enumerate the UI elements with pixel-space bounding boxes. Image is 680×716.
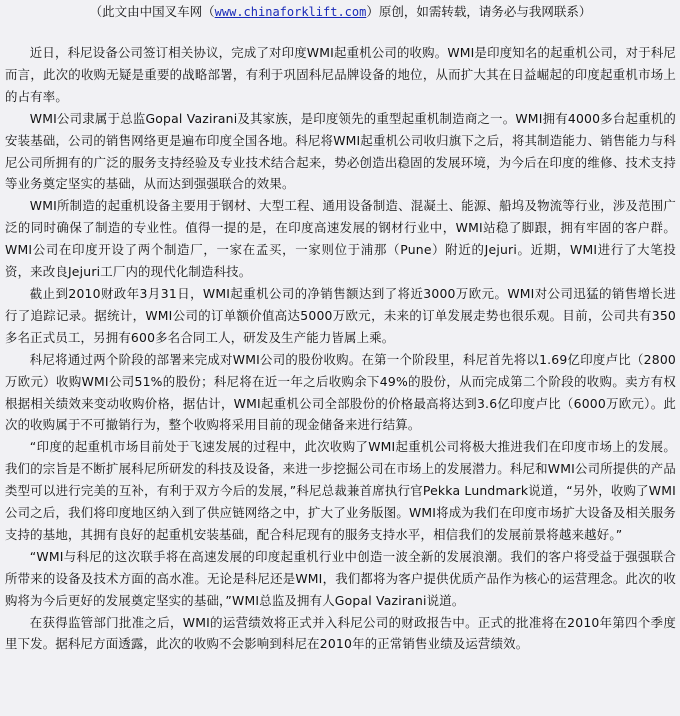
source-notice [5,2,676,24]
article-paragraph: “WMI与科尼的这次联手将在高速发展的印度起重机行业中创造一波全新的发展浪潮。我们的客户将受益于强强联合所带来的设备及技术方面的高水准。无论是科尼还是WMI，我们都将为客户提供优质产品作为核心的运营理念。此次的收购将为今后更好的发展奠定坚实的基础，”WMI总监及拥有人Gopal Vazirani说道。 [5,548,676,608]
source-link[interactable]: www.chinaforklift.com [214,5,367,19]
article-paragraph: WMI所制造的起重机设备主要用于钢材、大型工程、通用设备制造、混凝土、能源、船坞及物流等行业，涉及范围广泛的同时确保了制造的专业性。值得一提的是，在印度高速发展的钢材行业中，WMI站稳了脚跟，拥有牢固的客户群。WMI公司在印度开设了两个制造厂，一家在孟买，一家则位于浦那（Pune）附近的Jejuri。近期，WMI进行了大笔投资，来改良Jejuri工厂内的现代化制造科技。 [5,198,676,280]
article-paragraph: 在获得监管部门批准之后，WMI的运营绩效将正式并入科尼公司的财政报告中。正式的批准将在2010年第四个季度里下发。据科尼方面透露，此次的收购不会影响到科尼在2010年的正常销售业绩及运营绩效。 [5,614,676,652]
article-body [5,42,676,655]
article-paragraph: WMI公司隶属于总监Gopal Vazirani及其家族，是印度领先的重型起重机制造商之一。WMI拥有4000多台起重机的安装基础，公司的销售网络更是遍布印度全国各地。科尼将WMI起重机公司收归旗下之后，将其制造能力、销售能力与科尼公司所拥有的广泛的服务支持经验及专业技术结合起来，势必创造出稳固的发展环境，为今后在印度的维修、技术支持等业务奠定坚实的基础，从而达到强强联合的效果。 [5,110,676,192]
article-paragraph: “印度的起重机市场目前处于飞速发展的过程中，此次收购了WMI起重机公司将极大推进我们在印度市场上的发展。我们的宗旨是不断扩展科尼所研发的科技及设备，来进一步挖掘公司在市场上的发展潜力。科尼和WMI公司所提供的产品类型可以进行完美的互补，有利于双方今后的发展，”科尼总裁兼首席执行官Pekka Lundmark说道，“另外，收购了WMI公司之后，我们将印度地区纳入到了供应链网络之中，扩大了业务版图。WMI将成为我们在印度市场扩大设备及相关服务支持的基地，其拥有良好的起重机安装基础，配合科尼现有的服务支持水平，相信我们的发展前景将越来越好。” [5,439,676,542]
article-paragraph: 截止到2010财政年3月31日，WMI起重机公司的净销售额达到了将近3000万欧元。WMI对公司迅猛的销售增长进行了追踪记录。据统计，WMI公司的订单额价值高达5000万欧元，未来的订单发展走势也很乐观。目前，公司共有350多名正式员工，另拥有600多名合同工人，研发及生产能力皆属上乘。 [5,285,676,345]
source-notice-prefix: （此文由中国叉车网（ [89,4,215,19]
article-paragraph: 科尼将通过两个阶段的部署来完成对WMI公司的股份收购。在第一个阶段里，科尼首先将以1.69亿印度卢比（2800万欧元）收购WMI公司51%的股份；科尼将在近一年之后收购余下49%的股份，从而完成第二个阶段的收购。卖方有权根据相关绩效来变动收购价格，据估计，WMI起重机公司全部股份的价格最高将达到3.6亿印度卢比（6000万欧元）。此次的收购属于不可撤销行为，整个收购将采用目前的现金储备来进行结算。 [5,351,676,433]
article-paragraph: 近日，科尼设备公司签订相关协议，完成了对印度WMI起重机公司的收购。WMI是印度知名的起重机公司，对于科尼而言，此次的收购无疑是重要的战略部署，有利于巩固科尼品牌设备的地位，从而扩大其在日益崛起的印度起重机市场上的占有率。 [5,45,676,104]
source-notice-suffix: ）原创，如需转载，请务必与我网联系） [366,4,592,19]
